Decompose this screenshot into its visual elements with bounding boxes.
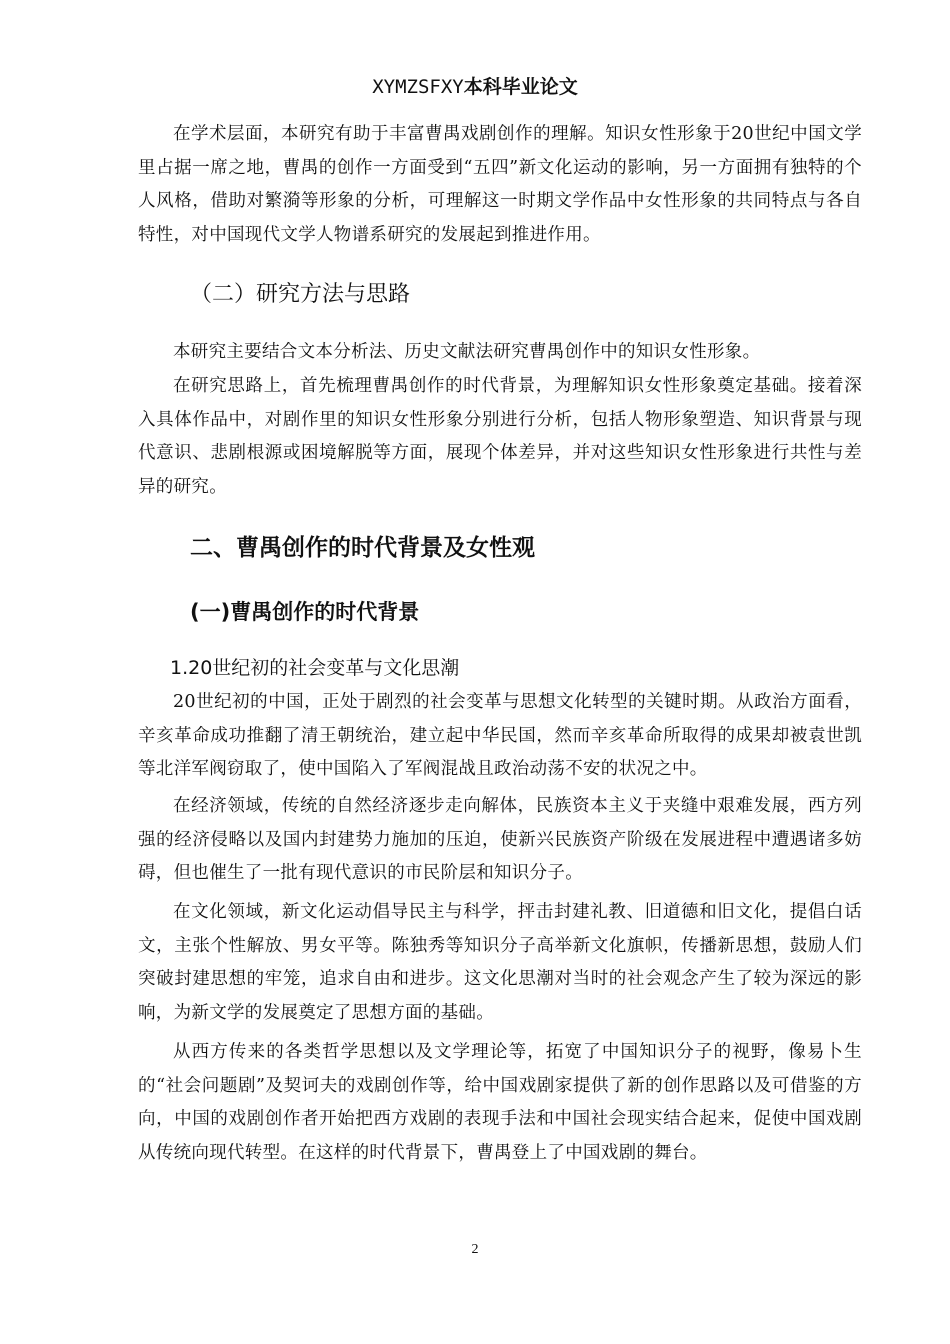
- header-title: 本科毕业论文: [463, 76, 578, 98]
- paragraph-academic: 在学术层面，本研究有助于丰富曹禺戏剧创作的理解。知识女性形象于20世纪中国文学里占据一席之地，曹禺的创作一方面受到“五四”新文化运动的影响，另一方面拥有独特的个人风格，借助对繁漪等形象的分析，可理解这一时期文学作品中女性形象的共同特点与各自特性，对中国现代文学人物谱系研究的发展起到推进作用。: [138, 124, 862, 245]
- paragraph-economy: 在经济领域，传统的自然经济逐步走向解体，民族资本主义于夹缝中艰难发展，西方列强的经济侵略以及国内封建势力施加的压迫，使新兴民族资产阶级在发展进程中遭遇诸多妨碍，但也催生了一批有现代意识的市民阶层和知识分子。: [138, 796, 862, 883]
- paragraph-method-thinking: 在研究思路上，首先梳理曹禺创作的时代背景，为理解知识女性形象奠定基础。接着深入具体作品中，对剧作里的知识女性形象分别进行分析，包括人物形象塑造、知识背景与现代意识、悲剧根源或困境解脱等方面，展现个体差异，并对这些知识女性形象进行共性与差异的研究。: [138, 376, 862, 497]
- heading-section-one: (一)曹禺创作的时代背景: [190, 600, 420, 624]
- paragraph-method-intro: 本研究主要结合文本分析法、历史文献法研究曹禺创作中的知识女性形象。: [173, 342, 761, 362]
- paragraph-western: 从西方传来的各类哲学思想以及文学理论等，拓宽了中国知识分子的视野，像易卜生的“社会问题剧”及契诃夫的戏剧创作等，给中国戏剧家提供了新的创作思路以及可借鉴的方向，中国的戏剧创作者开始把西方戏剧的表现手法和中国社会现实结合起来，促使中国戏剧从传统向现代转型。在这样的时代背景下，曹禺登上了中国戏剧的舞台。: [138, 1042, 862, 1163]
- page-header: [0, 74, 950, 100]
- paragraph-early-century: 20世纪初的中国，正处于剧烈的社会变革与思想文化转型的关键时期。从政治方面看，辛亥革命成功推翻了清王朝统治，建立起中华民国，然而辛亥革命所取得的成果却被袁世凯等北洋军阀窃取了，使中国陷入了军阀混战且政治动荡不安的状况之中。: [138, 692, 862, 779]
- heading-chapter-two: 二、曹禺创作的时代背景及女性观: [190, 535, 535, 561]
- heading-research-method: （二）研究方法与思路: [190, 282, 411, 307]
- page-number: 2: [471, 1242, 479, 1257]
- paragraph-culture: 在文化领域，新文化运动倡导民主与科学，抨击封建礼教、旧道德和旧文化，提倡白话文，主张个性解放、男女平等。陈独秀等知识分子高举新文化旗帜，传播新思想，鼓励人们突破封建思想的牢笼，追求自由和进步。这文化思潮对当时的社会观念产生了较为深远的影响，为新文学的发展奠定了思想方面的基础。: [138, 902, 862, 1023]
- header-prefix: XYMZSFXY: [372, 76, 464, 98]
- heading-item-one: 1.20世纪初的社会变革与文化思潮: [170, 657, 460, 679]
